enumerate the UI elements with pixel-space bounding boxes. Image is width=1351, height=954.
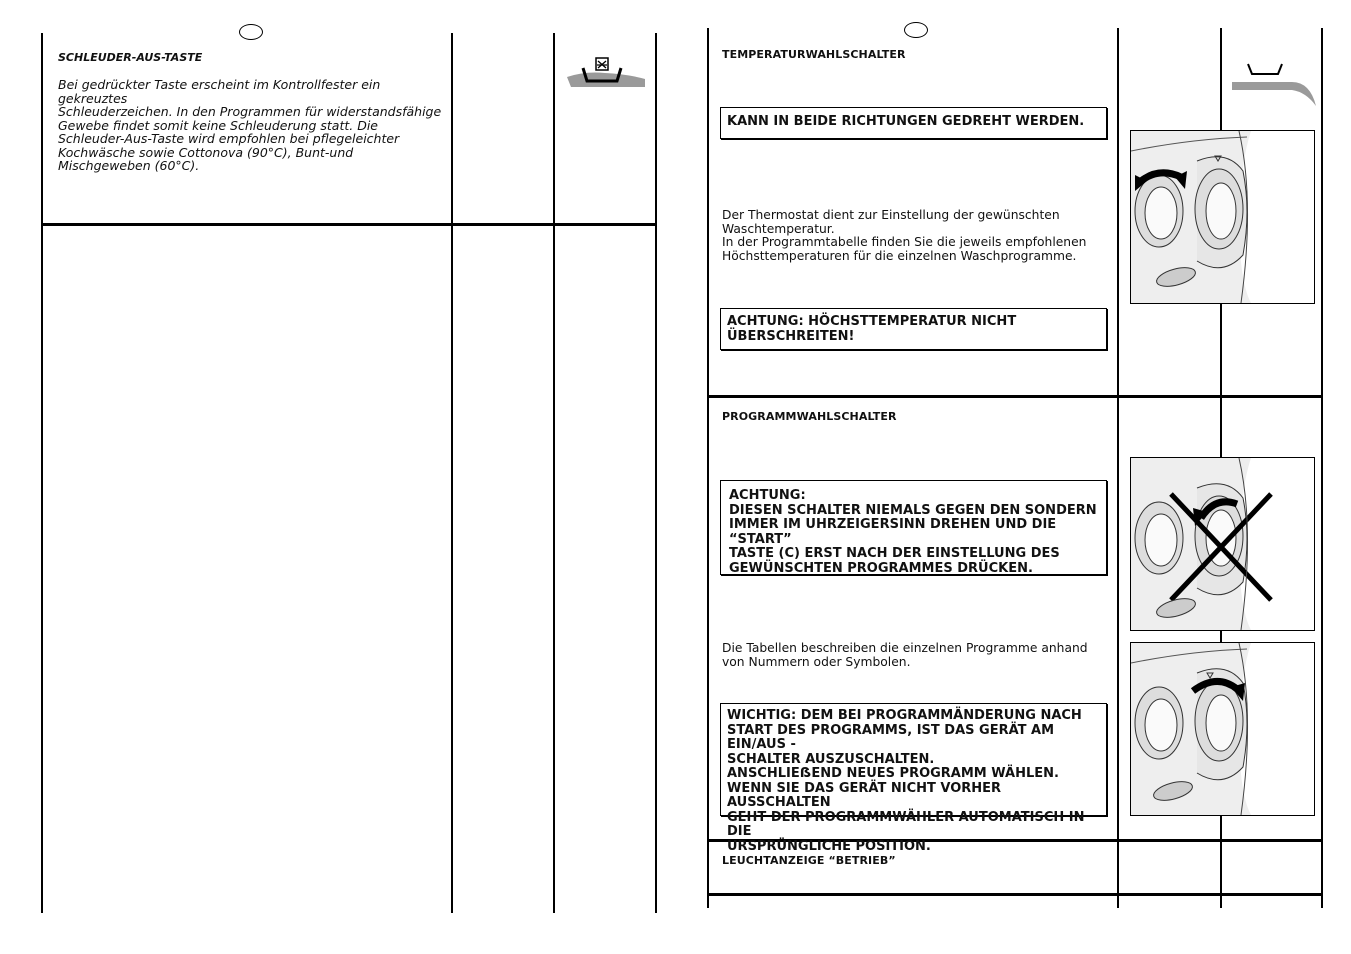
program-knob-wrong-direction-figure <box>1130 457 1315 631</box>
column-rule <box>1117 28 1119 908</box>
column-rule <box>1321 28 1323 908</box>
section-divider <box>41 223 657 226</box>
temperature-description: Der Thermostat dient zur Einstellung der gewünschten Waschtemperatur. In der Programmtabelle finden Sie die jeweils empfohlenen Höchsttemperaturen für die einzelnen Waschprogramme. <box>722 208 1087 263</box>
section-divider <box>707 893 1323 896</box>
program-warning-box: ACHTUNG: DIESEN SCHALTER NIEMALS GEGEN DEN SONDERN IMMER IM UHRZEIGERSINN DREHEN UND DIE “START” TASTE (C) ERST NACH DER EINSTELLUNG DES GEWÜNSCHTEN PROGRAMMES DRÜCKEN. <box>720 480 1107 575</box>
column-rule <box>655 33 657 913</box>
section-divider <box>707 395 1323 398</box>
temperature-note-box: KANN IN BEIDE RICHTUNGEN GEDREHT WERDEN. <box>720 107 1107 139</box>
temperature-tub-icon <box>1230 60 1316 110</box>
temperature-heading: TEMPERATURWAHLSCHALTER <box>722 48 906 61</box>
indicator-heading: LEUCHTANZEIGE “BETRIEB” <box>722 854 896 867</box>
column-rule <box>553 33 555 913</box>
spin-off-description: Bei gedrückter Taste erscheint im Kontrollfester ein gekreuztes Schleuderzeichen. In den Programmen für widerstandsfähige Gewebe findet somit keine Schleuderung statt. Die Schleuder-Aus-Taste wird empfohlen bei pflegeleichter Kochwäsche sowie Cottonova (90°C), Bunt-und Mischgeweben (60°C). <box>58 77 442 173</box>
column-rule <box>707 28 709 398</box>
temperature-knob-figure <box>1130 130 1315 304</box>
column-rule <box>41 33 43 913</box>
column-rule <box>451 33 453 913</box>
language-marker <box>239 24 263 40</box>
spin-off-button-icon <box>565 55 649 91</box>
language-marker <box>904 22 928 38</box>
program-important-box: WICHTIG: DEM BEI PROGRAMMÄNDERUNG NACH START DES PROGRAMMS, IST DAS GERÄT AM EIN/AUS - SCHALTER AUSZUSCHALTEN. ANSCHLIEẞEND NEUES PROGRAMM WÄHLEN. WENN SIE DAS GERÄT NICHT VORHER AUSSCHALTEN GEHT DER PROGRAMMWÄHLER AUTOMATISCH IN DIE URSPRÜNGLICHE POSITION. <box>720 703 1107 816</box>
column-rule <box>707 398 709 908</box>
program-knob-clockwise-figure <box>1130 642 1315 816</box>
temperature-warning-box: ACHTUNG: HÖCHSTTEMPERATUR NICHT ÜBERSCHREITEN! <box>720 308 1107 350</box>
program-heading: PROGRAMMWAHLSCHALTER <box>722 410 897 423</box>
program-description: Die Tabellen beschreiben die einzelnen Programme anhand von Nummern oder Symbolen. <box>722 641 1088 669</box>
spin-off-heading: SCHLEUDER-AUS-TASTE <box>58 51 203 64</box>
